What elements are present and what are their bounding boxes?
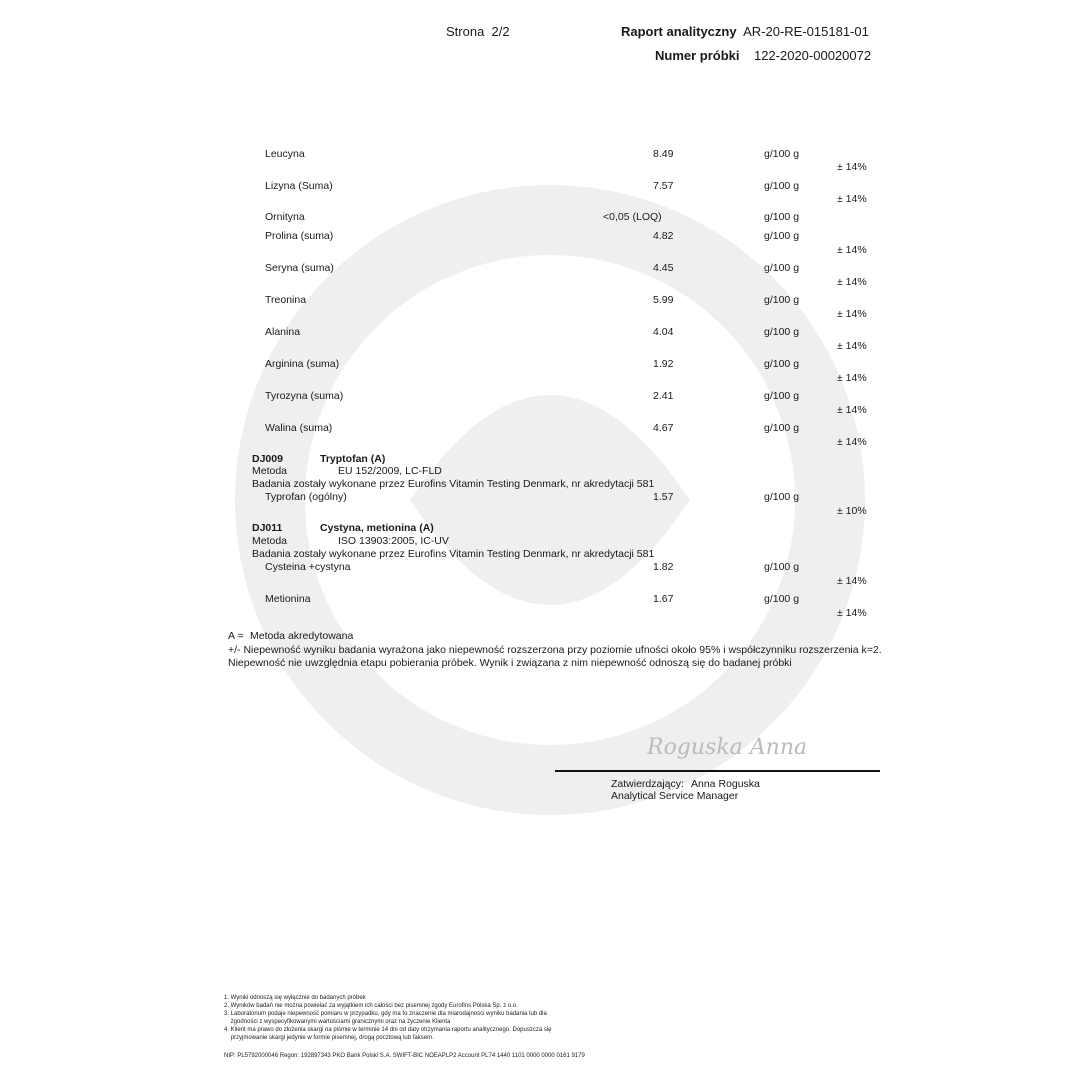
analyte-name: Treonina [265, 294, 307, 306]
bank-details: NIP: PL5792000046 Regon: 192897343 PKO Bank Polski S.A. SWIFT-BIC NOEAPLP2 Account PL74 1440 1101 0000 0000 0161 9179 [224, 1053, 585, 1059]
analyte-name: Seryna (suma) [265, 262, 334, 274]
report-value: AR-20-RE-015181-01 [743, 24, 869, 39]
analyte-uncertainty: ± 14% [837, 340, 867, 352]
report-label: Raport analityczny [621, 24, 737, 39]
analyte-unit: g/100 g [764, 561, 800, 573]
signature-text: Roguska Anna [647, 735, 808, 760]
analyte-uncertainty: ± 14% [837, 193, 867, 205]
signature-line [555, 770, 880, 772]
analyte-unit: g/100 g [764, 593, 800, 605]
analyte-value: 5.99 [653, 294, 674, 306]
analyte-uncertainty: ± 14% [837, 372, 867, 384]
page-number [446, 24, 510, 39]
analyte-uncertainty: ± 14% [837, 161, 867, 173]
analyte-unit: g/100 g [764, 390, 800, 402]
method-value: EU 152/2009, LC-FLD [338, 465, 442, 477]
analyte-name: Leucyna [265, 148, 305, 160]
section-title: Tryptofan (A) [320, 453, 386, 465]
analyte-value: 1.82 [653, 561, 674, 573]
analyte-unit: g/100 g [764, 148, 800, 160]
footnote: przyjmowanie skargi jedynie w formie pisemnej, drogą pocztową lub faksem. [224, 1035, 434, 1041]
analyte-name: Typrofan (ogólny) [265, 491, 347, 503]
analyte-uncertainty: ± 14% [837, 276, 867, 288]
analyte-uncertainty: ± 14% [837, 607, 867, 619]
footnote: 3. Laboratorium podaje niepewność pomiaru w przypadku, gdy ma to znaczenie dla miarodajności wyniku badania lub dla [224, 1011, 547, 1017]
approver-name: Anna Roguska [691, 778, 760, 790]
analyte-name: Tyrozyna (suma) [265, 390, 344, 402]
analyte-name: Lizyna (Suma) [265, 180, 333, 192]
footnote: 4. Klient ma prawo do złożenia skargi na piśmie w terminie 14 dni od daty otrzymania raportu analitycznego. Dopuszcza się [224, 1027, 552, 1033]
sample-number [655, 48, 871, 63]
approver-label: Zatwierdzający: [611, 778, 684, 790]
analyte-unit: g/100 g [764, 326, 800, 338]
analyte-unit: g/100 g [764, 230, 800, 242]
analyte-name: Alanina [265, 326, 301, 338]
analyte-value: <0,05 (LOQ) [603, 211, 662, 223]
analyte-value: 7.57 [653, 180, 674, 192]
section-title: Cystyna, metionina (A) [320, 522, 434, 534]
method-label: Metoda [252, 465, 288, 477]
section-code: DJ011 [252, 522, 283, 534]
analyte-uncertainty: ± 14% [837, 308, 867, 320]
analyte-value: 4.67 [653, 422, 674, 434]
page-label: Strona [446, 24, 485, 39]
analyte-uncertainty: ± 14% [837, 575, 867, 587]
page-value: 2/2 [491, 24, 510, 39]
footnote: zgodności z wyspecyfikowanymi wartościami granicznymi oraz na życzenie Klienta [224, 1019, 451, 1025]
analyte-value: 1.92 [653, 358, 674, 370]
analyte-unit: g/100 g [764, 358, 800, 370]
analyte-uncertainty: ± 10% [837, 505, 867, 517]
method-value: ISO 13903:2005, IC-UV [338, 535, 449, 547]
analyte-unit: g/100 g [764, 211, 800, 223]
signature [645, 718, 825, 768]
analyte-value: 8.49 [653, 148, 674, 160]
uncertainty-note-line1: +/- Niepewność wyniku badania wyrażona jako niepewność rozszerzona przy poziomie ufności około 95% i współczynniku rozszerzenia k=2. [228, 644, 882, 656]
analyte-value: 1.57 [653, 491, 674, 503]
analyte-name: Metionina [265, 593, 311, 605]
analyte-unit: g/100 g [764, 294, 800, 306]
report-number [621, 24, 869, 39]
analyte-name: Prolina (suma) [265, 230, 334, 242]
legend-a-label: A = [228, 630, 244, 642]
lab-note: Badania zostały wykonane przez Eurofins Vitamin Testing Denmark, nr akredytacji 581 [252, 478, 655, 490]
approver-role: Analytical Service Manager [611, 790, 739, 802]
sample-value: 122-2020-00020072 [753, 48, 872, 63]
analyte-value: 4.82 [653, 230, 674, 242]
analyte-name: Arginina (suma) [265, 358, 340, 370]
analyte-name: Cysteina +cystyna [265, 561, 351, 573]
analyte-uncertainty: ± 14% [837, 244, 867, 256]
analyte-value: 4.45 [653, 262, 674, 274]
analyte-uncertainty: ± 14% [837, 404, 867, 416]
section-code: DJ009 [252, 453, 283, 465]
legend-a-text: Metoda akredytowana [250, 630, 354, 642]
analyte-value: 4.04 [653, 326, 674, 338]
analyte-unit: g/100 g [764, 422, 800, 434]
analyte-unit: g/100 g [764, 180, 800, 192]
uncertainty-note-line2: Niepewność nie uwzględnia etapu pobierania próbek. Wynik i związana z nim niepewność odnoszą się do badanej próbki [228, 657, 792, 669]
lab-note: Badania zostały wykonane przez Eurofins Vitamin Testing Denmark, nr akredytacji 581 [252, 548, 655, 560]
footnote: 1. Wyniki odnoszą się wyłącznie do badanych próbek [224, 995, 366, 1001]
footnote: 2. Wyników badań nie można powielać za wyjątkiem ich całości bez pisemnej zgody Eurofins Polska Sp. z o.o. [224, 1003, 518, 1009]
analyte-value: 1.67 [653, 593, 674, 605]
analyte-unit: g/100 g [764, 262, 800, 274]
analyte-uncertainty: ± 14% [837, 436, 867, 448]
analyte-name: Walina (suma) [265, 422, 333, 434]
analyte-unit: g/100 g [764, 491, 800, 503]
analyte-value: 2.41 [653, 390, 674, 402]
sample-label: Numer próbki [655, 48, 740, 63]
analyte-name: Ornityna [265, 211, 305, 223]
method-label: Metoda [252, 535, 288, 547]
